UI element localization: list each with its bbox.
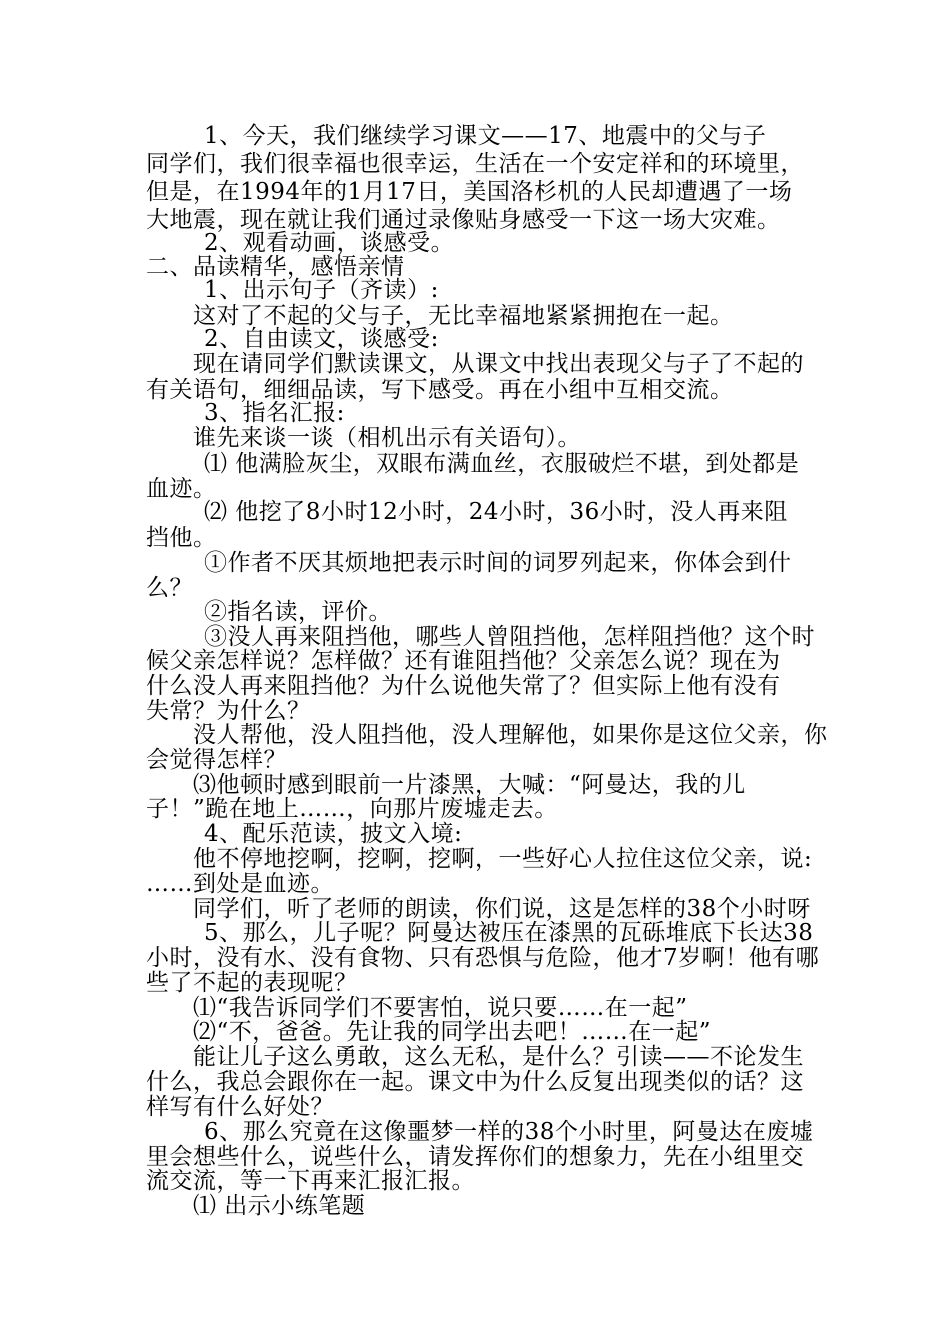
text-line: 2、观看动画，谈感受。	[204, 230, 455, 256]
text-line: ③没人再来阻挡他，哪些人曾阻挡他，怎样阻挡他？这个时	[204, 624, 815, 650]
text-line: 里会想些什么，说些什么，请发挥你们的想象力，先在小组里交	[146, 1144, 804, 1170]
text-line: 会觉得怎样？	[146, 747, 287, 773]
text-line: 大地震，现在就让我们通过录像贴身感受一下这一场大灾难。	[146, 207, 781, 233]
text-line: 谁先来谈一谈（相机出示有关语句）。	[193, 425, 581, 451]
text-line: 能让儿子这么勇敢，这么无私，是什么？引读——不论发生	[193, 1044, 804, 1070]
text-line: 有关语句，细细品读，写下感受。再在小组中互相交流。	[146, 377, 734, 403]
text-line: ②指名读，评价。	[204, 599, 392, 625]
text-line: 同学们，我们很幸福也很幸运，生活在一个安定祥和的环境里，	[146, 151, 804, 177]
text-line: 5、那么，儿子呢？阿曼达被压在漆黑的瓦砾堆底下长达38	[204, 920, 814, 946]
text-line: 1、今天，我们继续学习课文——17、地震中的父与子	[204, 123, 767, 149]
text-line: ⑴ 出示小练笔题	[193, 1193, 366, 1219]
text-line: 子！”跪在地上……，向那片废墟走去。	[146, 796, 558, 822]
text-line: ⑶他顿时感到眼前一片漆黑，大喊：“阿曼达，我的儿	[193, 772, 746, 798]
text-line: ⑴ 他满脸灰尘，双眼布满血丝，衣服破烂不堪，到处都是	[204, 451, 800, 477]
text-line: 流交流，等一下再来汇报汇报。	[146, 1168, 475, 1194]
text-line: 3、指名汇报:	[204, 400, 345, 426]
text-line: ①作者不厌其烦地把表示时间的词罗列起来，你体会到什	[204, 550, 792, 576]
text-line: 候父亲怎样说？怎样做？还有谁阻挡他？父亲怎么说？现在为	[146, 648, 781, 674]
text-line: 些了不起的表现呢？	[146, 970, 358, 996]
text-line: ⑵ 他挖了8小时12小时，24小时，36小时，没人再来阻	[204, 499, 788, 525]
text-line: 么？	[146, 575, 193, 601]
text-line: 6、那么究竟在这像噩梦一样的38个小时里，阿曼达在废墟	[204, 1119, 814, 1145]
text-line: 样写有什么好处？	[146, 1094, 334, 1120]
text-line: 4、配乐范读，披文入境:	[204, 821, 463, 847]
text-line: 小时，没有水、没有食物、只有恐惧与危险，他才7岁啊！他有哪	[146, 945, 820, 971]
text-line: 什么，我总会跟你在一起。课文中为什么反复出现类似的话？这	[146, 1069, 804, 1095]
text-line: 什么没人再来阻挡他？为什么说他失常了？但实际上他有没有	[146, 673, 781, 699]
text-line: ⑴“我告诉同学们不要害怕，说只要……在一起”	[193, 995, 688, 1021]
text-line: ⑵“不，爸爸。先让我的同学出去吧！……在一起”	[193, 1019, 712, 1045]
text-line: 血迹。	[146, 476, 217, 502]
text-line: 挡他。	[146, 525, 217, 551]
text-line: ……到处是血迹。	[146, 871, 334, 897]
text-line: 2、自由读文，谈感受:	[204, 326, 439, 352]
section-heading: 二、品读精华，感悟亲情	[146, 254, 405, 280]
text-line: 但是，在1994年的1月17日，美国洛杉机的人民却遭遇了一场	[146, 179, 793, 205]
text-line: 这对了不起的父与子，无比幸福地紧紧拥抱在一起。	[193, 303, 734, 329]
text-line: 同学们，听了老师的朗读，你们说，这是怎样的38个小时呀	[193, 896, 811, 922]
text-line: 没人帮他，没人阻挡他，没人理解他，如果你是这位父亲，你	[193, 722, 828, 748]
text-line: 失常？为什么？	[146, 698, 311, 724]
text-line: 他不停地挖啊，挖啊，挖啊，一些好心人拉住这位父亲，说:	[193, 846, 813, 872]
text-line: 1、出示句子（齐读）:	[204, 277, 439, 303]
text-line: 现在请同学们默读课文，从课文中找出表现父与子了不起的	[193, 351, 804, 377]
